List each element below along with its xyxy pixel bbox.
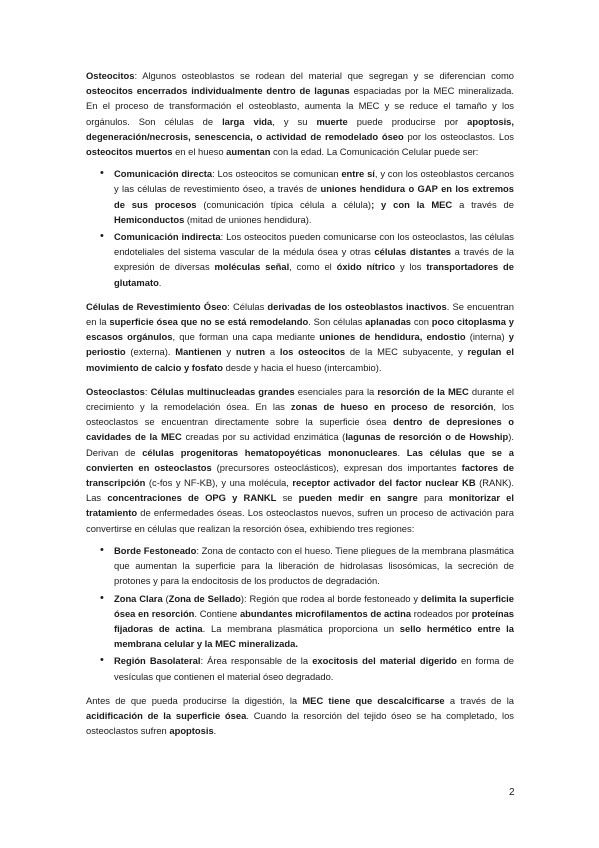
bold-text: los osteocitos: [279, 346, 346, 358]
text-run: , que forman una capa mediante: [172, 331, 320, 343]
bold-text: ; y con la MEC: [371, 198, 453, 210]
text-run: (interna): [465, 331, 509, 343]
text-run: ): Región que rodea al borde festoneado y: [240, 592, 421, 604]
text-run: y los: [395, 261, 427, 273]
text-run: Antes de que pueda producirse la digestión, la: [86, 694, 303, 706]
bold-text: transportadores de glutamato: [114, 261, 514, 288]
bold-text: derivadas de los osteoblastos inactivos: [267, 300, 447, 312]
text-run: . La membrana plasmática proporciona un: [202, 622, 400, 634]
text-run: a través de la expresión de diversas: [114, 246, 515, 273]
text-run: (comunicación típica célula a célula): [196, 198, 372, 210]
bold-text: muerte: [316, 115, 348, 127]
bold-text: Osteocitos: [86, 70, 135, 81]
bold-text: entre sí: [341, 168, 375, 180]
text-run: : Algunos osteoblastos se rodean del material que segregan y se diferencian como: [134, 70, 514, 81]
bold-text: osteocitos encerrados individualmente dentro de lagunas: [86, 85, 350, 97]
text-run: : Área responsable de la: [200, 655, 313, 667]
bold-text: Región Basolateral: [114, 655, 201, 667]
paragraph: [86, 68, 514, 159]
text-run: (: [162, 592, 169, 604]
bold-text: Comunicación indirecta: [114, 231, 221, 243]
text-run: rodeados por: [411, 607, 472, 619]
bold-text: moléculas señal: [214, 261, 290, 273]
text-run: se: [276, 492, 299, 504]
text-run: con la edad. La Comunicación Celular puede ser:: [270, 146, 479, 158]
section-osteoclastos: [86, 384, 514, 684]
bold-text: Borde Festoneado: [114, 544, 197, 556]
bold-text: y periostio: [86, 331, 514, 358]
bold-text: aplanadas: [365, 316, 411, 328]
text-run: a través de la: [444, 694, 515, 706]
bold-text: Las células que se a convierten en osteoclastos: [86, 446, 514, 473]
bold-text: Mantienen: [175, 346, 222, 358]
text-run: :: [144, 385, 151, 397]
bold-text: Células multinucleadas grandes: [150, 385, 295, 397]
paragraph: [86, 384, 514, 536]
text-run: esenciales para la: [294, 385, 378, 397]
list-item: [86, 653, 514, 683]
bold-text: células distantes: [374, 246, 452, 258]
bold-text: superficie ósea que no se está remodelando: [109, 316, 309, 328]
bold-text: Zona de Sellado: [168, 592, 241, 604]
bold-text: zonas de hueso en proceso de resorción: [290, 401, 494, 413]
text-run: . Contiene: [194, 607, 240, 619]
text-run: . Cuando la resorción del tejido óseo se ha completado, los osteoclastos sufren: [86, 709, 514, 737]
text-run: puede producirse por: [347, 115, 468, 127]
bold-text: Comunicación directa: [114, 168, 213, 180]
bold-text: células progenitoras hematopoyéticas mononucleares: [142, 446, 398, 458]
bold-text: larga vida: [222, 115, 273, 127]
text-run: , y su: [272, 115, 317, 127]
bold-text: óxido nítrico: [336, 261, 396, 273]
bold-text: uniones de hendidura, endostio: [319, 331, 466, 343]
page-number: 2: [509, 787, 515, 798]
bold-text: receptor activador del factor nuclear KB: [292, 477, 476, 489]
bold-text: Hemiconductos: [114, 213, 185, 225]
paragraph: [86, 299, 514, 375]
bold-text: proteínas fijadoras de actina: [114, 607, 514, 634]
bold-text: resorción de la MEC: [377, 385, 469, 397]
page-content: [86, 68, 514, 747]
text-run: (RANK). Las: [86, 477, 514, 504]
text-run: . Se encuentran en la: [86, 300, 514, 328]
bold-text: Osteoclastos: [86, 385, 145, 397]
text-run: ). Derivan de: [86, 431, 514, 458]
section-revestimiento: [86, 299, 514, 375]
bold-text: delimita la superficie ósea en resorción: [114, 592, 515, 619]
text-run: a: [265, 346, 280, 358]
list-item: [86, 229, 514, 290]
text-run: en el hueso: [172, 146, 227, 158]
section-osteocitos: [86, 68, 514, 290]
text-run: con: [411, 316, 432, 328]
bold-text: Células de Revestimiento Óseo: [86, 300, 228, 312]
bold-text: regulan el movimiento de calcio y fosfato: [86, 346, 514, 373]
bold-text: nutren: [235, 346, 266, 358]
text-run: y: [221, 346, 236, 358]
text-run: : Los osteocitos pueden comunicarse con los osteoclastos, las células endoteliales del sistema vascular de la médula ósea y otras: [114, 231, 514, 258]
bold-text: apoptosis, degeneración/necrosis, senescencia, o actividad de remodelado óseo: [86, 115, 514, 142]
text-run: para: [417, 492, 449, 504]
text-run: : Los osteocitos se comunican: [212, 168, 342, 180]
text-run: .: [158, 276, 162, 288]
bold-text: concentraciones de OPG y RANKL: [107, 492, 277, 504]
text-run: desde y hacia el hueso (intercambio).: [223, 361, 382, 373]
bold-text: sello hermético entre la membrana celular y la MEC mineralizada.: [114, 622, 514, 650]
bold-text: abundantes microfilamentos de actina: [239, 607, 412, 619]
bold-text: monitorizar el tratamiento: [86, 492, 514, 519]
text-run: (mitad de uniones hendidura).: [184, 213, 312, 225]
bold-text: factores de transcripción: [86, 461, 514, 489]
bold-text: pueden medir en sangre: [298, 492, 418, 504]
bullet-list: [86, 166, 514, 290]
paragraph: [86, 693, 514, 739]
text-run: de enfermedades óseas. Los osteoclastos nuevos, sufren un proceso de activación para convertirse en células que realizan la resorción ósea, exhibiendo tres regiones:: [86, 507, 514, 534]
bold-text: uniones hendidura o GAP en los extremos de sus procesos: [114, 183, 514, 210]
bold-text: MEC tiene que descalcificarse: [302, 694, 445, 706]
text-run: . Son células: [308, 316, 366, 328]
bold-text: poco citoplasma y escasos orgánulos: [86, 316, 515, 343]
list-item: [86, 591, 514, 652]
text-run: , y con los osteoblastos cercanos y las células de revestimiento óseo, a través de: [114, 168, 514, 195]
text-run: durante el crecimiento y la remodelación ósea. En las: [86, 385, 514, 413]
bold-text: apoptosis: [169, 725, 214, 737]
bullet-list: [86, 543, 514, 684]
section-final: [86, 693, 514, 739]
text-run: , como el: [289, 261, 337, 273]
text-run: (externa).: [125, 346, 176, 358]
text-run: creadas por su actividad enzimática (: [181, 431, 346, 443]
bold-text: acidificación de la superficie ósea: [86, 709, 247, 721]
bold-text: exocitosis del material digerido: [312, 655, 457, 667]
bold-text: aumentan: [226, 146, 271, 158]
list-item: [86, 543, 514, 589]
bold-text: lagunas de resorción o de Howship: [345, 431, 509, 443]
text-run: de la MEC subyacente, y: [345, 346, 468, 358]
text-run: espaciadas por la MEC mineralizada. En el proceso de transformación el osteoblasto, aumenta la MEC y se reduce el tamaño y los orgánulos. Son células de: [86, 85, 514, 127]
text-run: por los osteoclastos. Los: [403, 130, 514, 142]
text-run: .: [213, 725, 217, 737]
text-run: en forma de vesículas que contienen el material óseo degradado.: [114, 655, 515, 682]
bold-text: Zona Clara: [114, 592, 163, 604]
text-run: a través de: [452, 198, 514, 210]
text-run: , los osteoclastos se encuentran directamente sobre la superficie ósea: [86, 401, 514, 428]
text-run: .: [397, 446, 407, 458]
text-run: (precursores osteoclásticos), expresan dos importantes: [211, 461, 462, 473]
text-run: : Células: [227, 300, 268, 312]
text-run: (c-fos y NF-KB), y una molécula,: [145, 477, 293, 489]
list-item: [86, 166, 514, 227]
text-run: : Zona de contacto con el hueso. Tiene pliegues de la membrana plasmática que aumentan la superficie para la liberación de hidrolasas lisosómicas, la secreción de protones y para la endocitosis de los productos de degradación.: [114, 544, 514, 587]
bold-text: dentro de depresiones o cavidades de la MEC: [86, 416, 514, 443]
bold-text: osteocitos muertos: [86, 146, 173, 158]
